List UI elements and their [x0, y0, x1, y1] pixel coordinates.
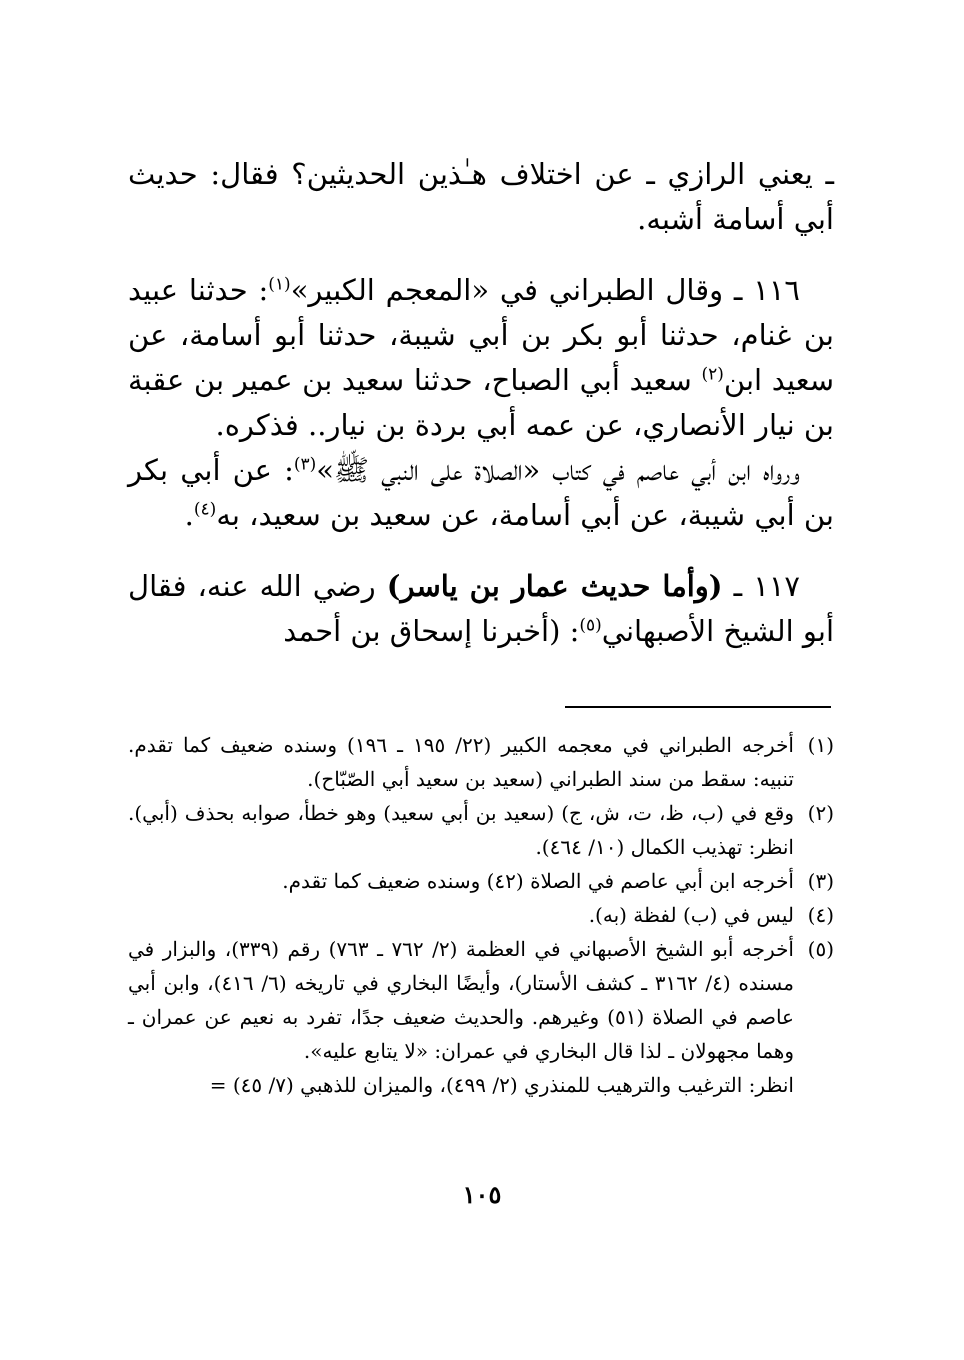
footnote-continuation: انظر: الترغيب والترهيب للمنذري (٢/ ٤٩٩)، والميزان للذهبي (٧/ ٤٥) =: [209, 1073, 794, 1097]
footnote-4: [128, 898, 834, 932]
paragraph-116-part-c: سعيد أبي الصباح، حدثنا سعيد بن عمير بن عقبة بن نيار الأنصاري، عن عمه أبي بردة بن نيار.. فذكره.: [128, 363, 834, 442]
paragraph-117: [128, 564, 834, 654]
paragraph-117-part-b: رضي الله عنه، فقال أبو الشيخ الأصبهاني: [128, 569, 834, 648]
footnote-ref-5[interactable]: (٥): [579, 615, 602, 636]
footnote-text: ليس في (ب) لفظة (به).: [588, 903, 794, 927]
footnote-number: (٢): [807, 801, 834, 825]
footnote-text: أخرجه أبو الشيخ الأصبهاني في العظمة (٢/ ٧٦٢ ـ ٧٦٣) رقم (٣٣٩)، والبزار في مسنده (٤/ ٣١٦٢ ـ كشف الأستار)، وأيضًا البخاري في تاريخه (٦/ ٤١٦)، وابن أبي عاصم في الصلاة (٥١) وغيرهم. والحديث ضعيف جدًا، تفرد به نعيم عن عمران ـ وهما مجهولان ـ لذا قال البخاري في عمران: «لا يتابع عليه».: [128, 937, 794, 1063]
footnote-text: وقع في (ب، ظ، ت، ش، ج) (سعيد بن أبي سعيد) وهو خطأ، صوابه بحذف (أبي). انظر: تهذيب الكمال (١٠/ ٤٦٤).: [128, 801, 794, 859]
page-number: ١٠٥: [462, 1180, 502, 1209]
paragraph-ibn-abi-asim: [128, 448, 834, 538]
paragraph-1: ـ يعني الرازي ـ عن اختلاف هـٰذين الحديثين؟ فقال: حديث أبي أسامة أشبه.: [128, 157, 834, 236]
paragraph-ibn-abi-asim-part-b: : عن أبي بكر بن أبي شيبة، عن أبي أسامة، عن سعيد بن سعيد، به: [128, 453, 834, 532]
footnote-2: [128, 796, 834, 864]
footnote-ref-3[interactable]: (٣): [293, 454, 317, 475]
footnote-number: (٥): [807, 937, 834, 961]
footnote-number: (١): [807, 733, 834, 757]
footnote-text: أخرجه ابن أبي عاصم في الصلاة (٤٢) وسنده ضعيف كما تقدم.: [282, 869, 794, 893]
footnote-ref-1[interactable]: (١): [268, 274, 291, 295]
footnote-separator: [565, 706, 831, 708]
paragraph-116: [128, 268, 834, 448]
footnote-ref-2[interactable]: (٢): [701, 364, 724, 385]
footnote-ref-4[interactable]: (٤): [193, 499, 217, 520]
paragraph-ibn-abi-asim-part-c: .: [184, 498, 194, 532]
footnote-text: أخرجه الطبراني في معجمه الكبير (٢٢/ ١٩٥ ـ ١٩٦) وسنده ضعيف كما تقدم. تنبيه: سقط من سند الطبراني (سعيد بن سعيد أبي الصّبّاح).: [128, 733, 794, 791]
main-text: [128, 152, 834, 654]
footnote-number: (٤): [807, 903, 834, 927]
paragraph-ibn-abi-asim-part-a: ورواه ابن أبي عاصم في كتاب «الصلاة على النبي ﷺ»: [316, 453, 800, 487]
paragraph-117-heading: (وأما حديث عمار بن ياسر): [386, 569, 723, 603]
footnote-number: (٣): [807, 869, 834, 893]
paragraph-117-part-a: ١١٧ ـ: [722, 569, 800, 603]
paragraph-117-part-c: : (أخبرنا إسحاق بن أحمد: [283, 614, 580, 648]
footnote-1: [128, 728, 834, 796]
footnote-3: [128, 864, 834, 898]
paragraph-116-part-b: : حدثنا عبيد بن غنام، حدثنا أبو بكر بن أبي شيبة، حدثنا أبو أسامة، عن سعيد ابن: [128, 273, 834, 397]
footnotes: [128, 728, 834, 1102]
paragraph-116-part-a: ١١٦ ـ وقال الطبراني في «المعجم الكبير»: [290, 273, 800, 307]
footnote-5: [128, 932, 834, 1068]
